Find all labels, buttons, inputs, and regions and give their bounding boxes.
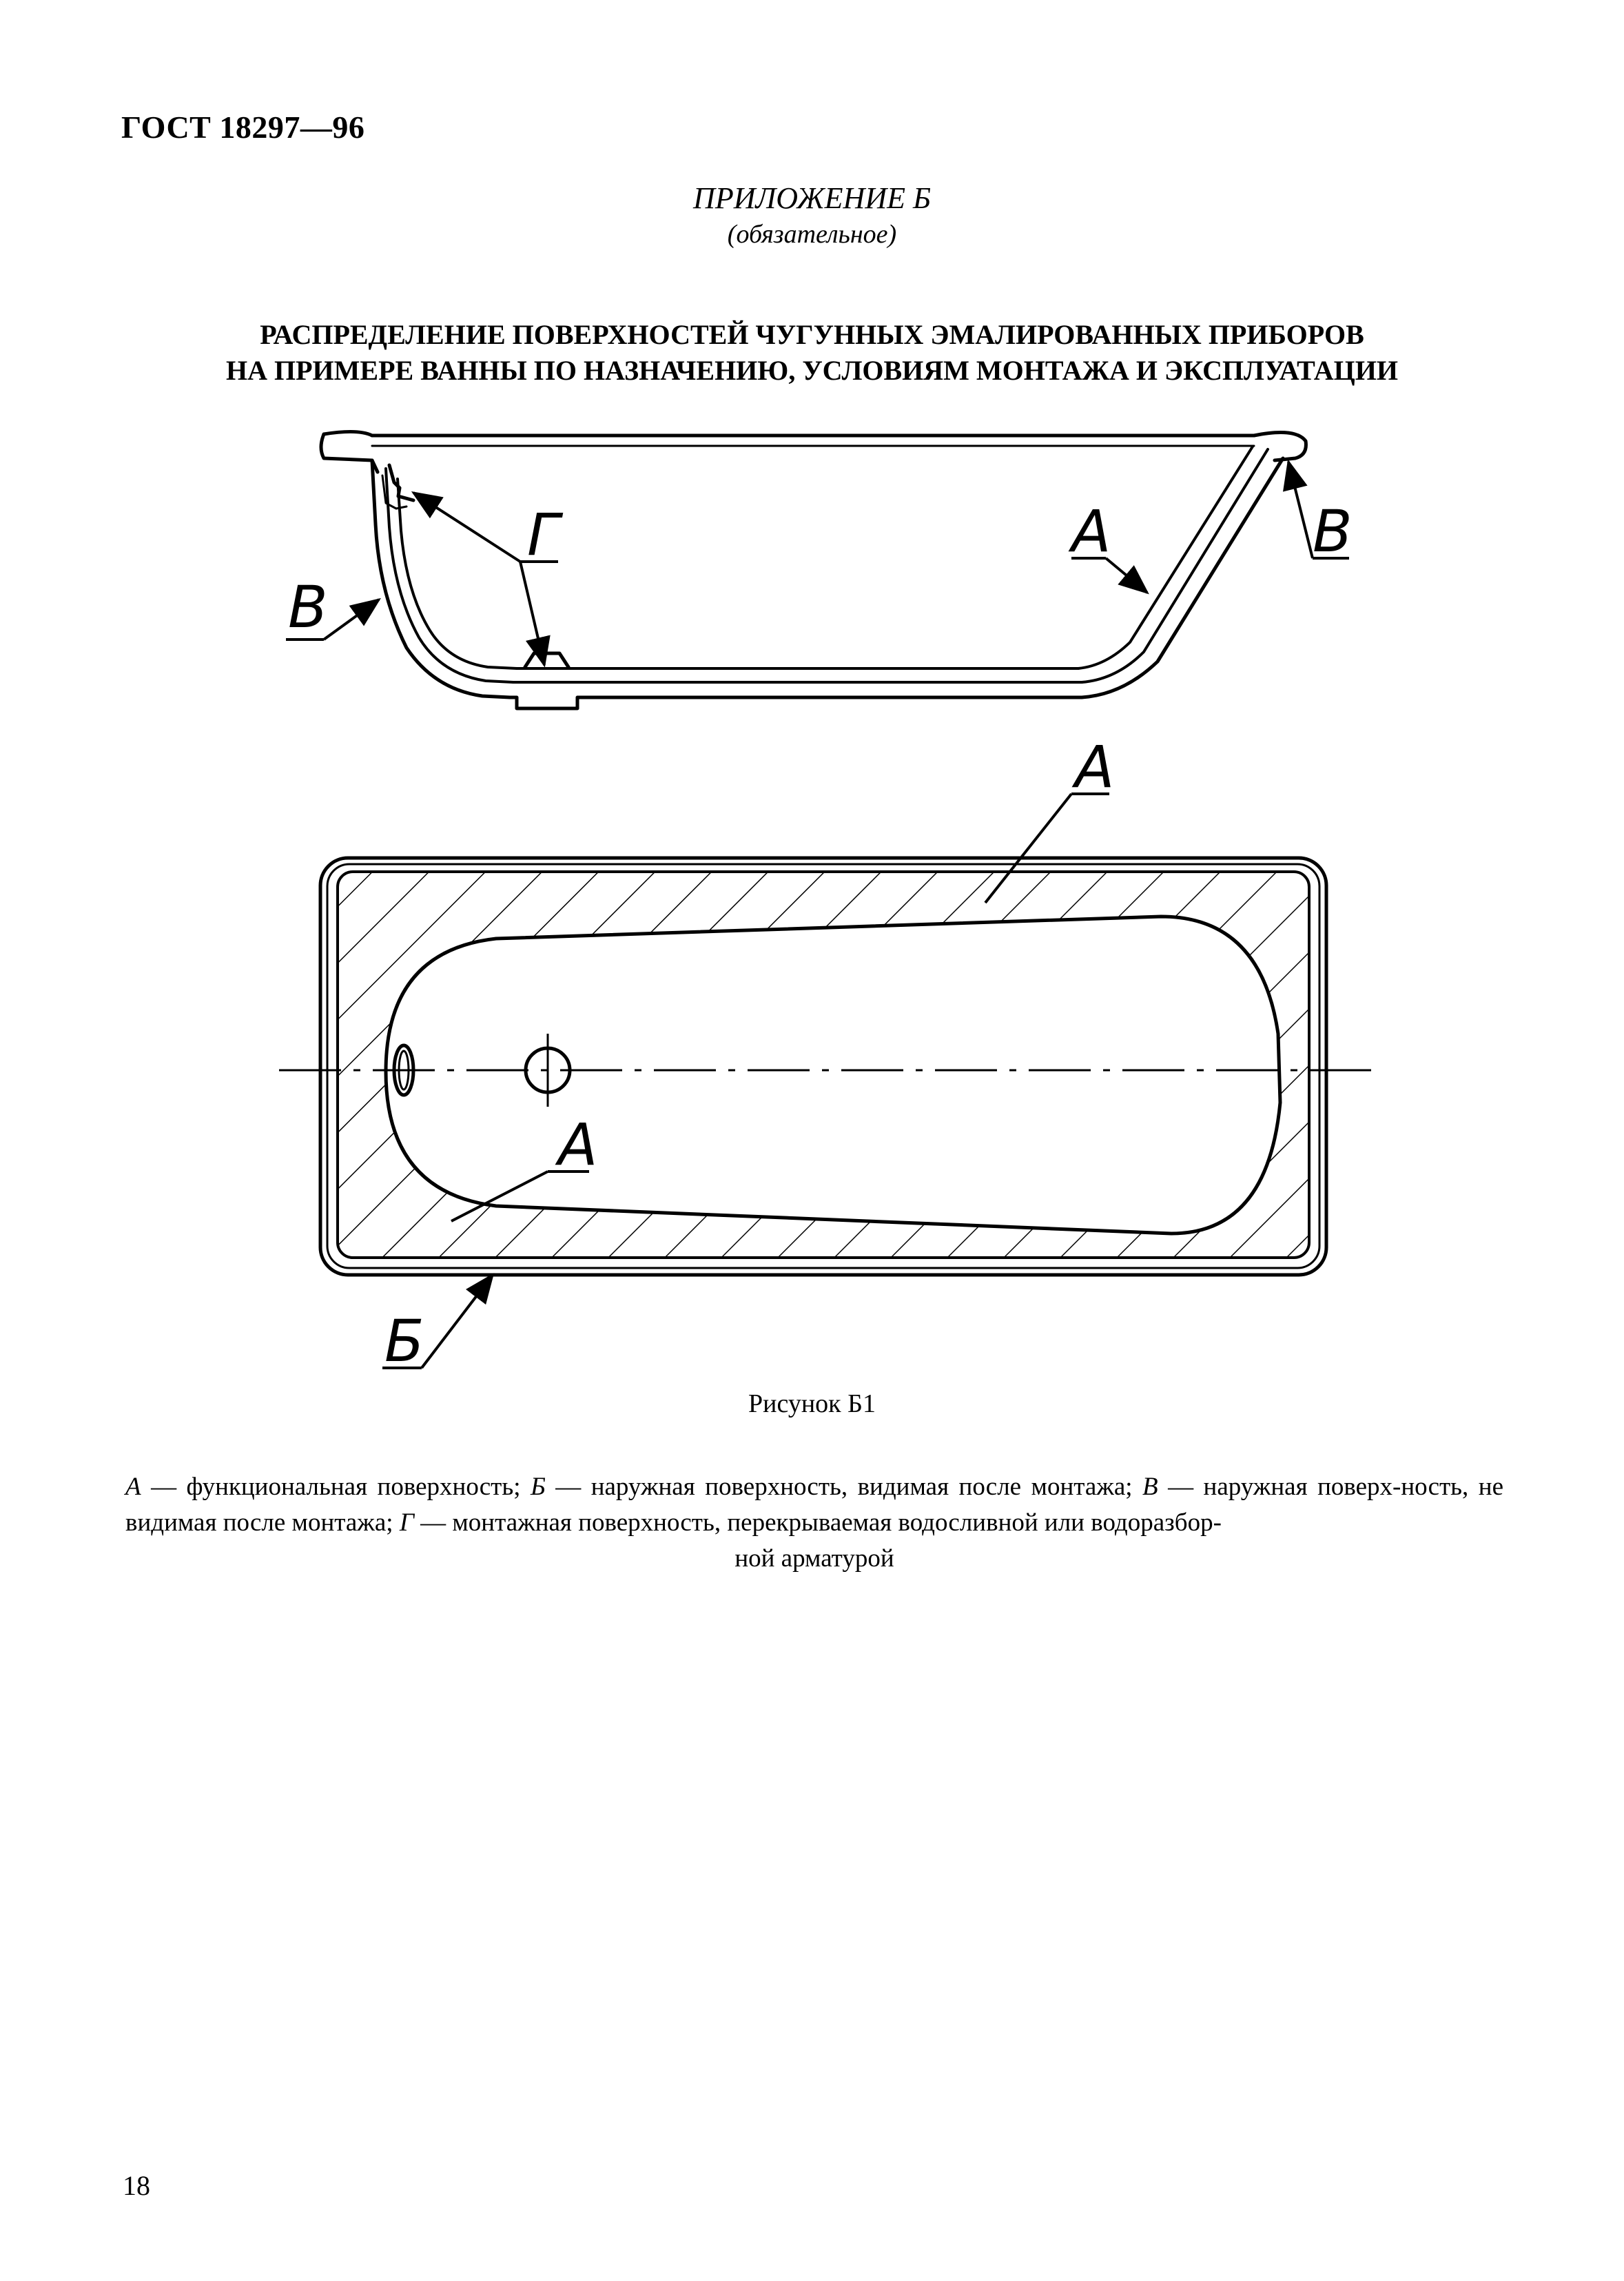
label-v-left: В: [288, 573, 328, 641]
bathtub-plan-view: [279, 858, 1371, 1275]
section-leaders: [286, 462, 1349, 665]
label-a-plan-top: А: [1075, 733, 1115, 801]
main-title-line-2: НА ПРИМЕРЕ ВАННЫ ПО НАЗНАЧЕНИЮ, УСЛОВИЯМ МОНТАЖА И ЭКСПЛУАТАЦИИ: [226, 355, 1398, 386]
legend-text-g: — монтажная поверхность, перекрываемая водосливной или водоразбор-: [413, 1508, 1222, 1537]
label-a-plan-bottom: А: [558, 1111, 598, 1178]
legend-last-line: ной арматурой: [734, 1544, 894, 1573]
legend-key-g: Г: [399, 1508, 414, 1537]
main-title-line-1: РАСПРЕДЕЛЕНИЕ ПОВЕРХНОСТЕЙ ЧУГУННЫХ ЭМАЛИРОВАННЫХ ПРИБОРОВ: [260, 319, 1364, 350]
bathtub-section-view: [321, 431, 1306, 708]
label-a-section: А: [1071, 498, 1111, 565]
legend-text-v: — наружная поверх-ность, не видимая после монтажа;: [125, 1473, 1503, 1537]
legend-text-b: — наружная поверхность, видимая после монтажа;: [545, 1473, 1143, 1501]
page-number: 18: [123, 2170, 150, 2201]
legend-key-v: В: [1142, 1473, 1158, 1501]
appendix-title: ПРИЛОЖЕНИЕ Б: [693, 181, 931, 215]
document-code: ГОСТ 18297—96: [121, 110, 365, 145]
legend-text-a: — функциональная поверхность;: [141, 1473, 531, 1501]
legend-key-a: А: [125, 1473, 141, 1501]
label-b-plan: Б: [384, 1307, 424, 1375]
figure-caption: Рисунок Б1: [748, 1389, 876, 1418]
figure-legend: [125, 1469, 1503, 1577]
legend-key-b: Б: [530, 1473, 546, 1501]
label-g-section: Г: [527, 501, 559, 569]
label-v-right: В: [1313, 498, 1353, 565]
appendix-status: (обязательное): [727, 220, 897, 249]
